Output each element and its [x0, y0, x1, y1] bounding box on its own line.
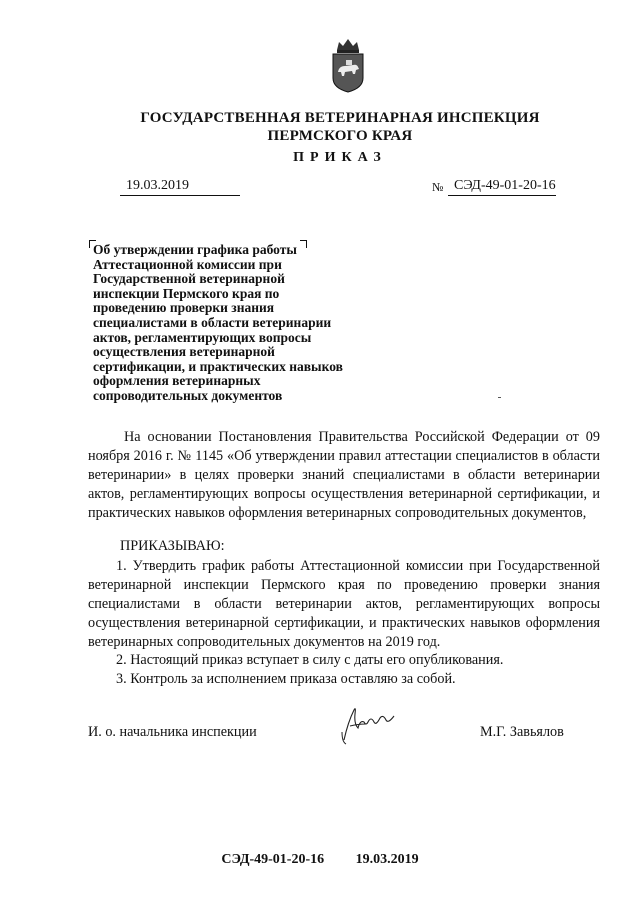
- perm-krai-coat-of-arms-icon: [327, 36, 369, 94]
- order-word: ПРИКАЗЫВАЮ:: [120, 538, 225, 554]
- order-subject: Об утверждении графика работы Аттестационной комиссии при Государственной ветеринарной инспекции Пермского края по проведению проверки знания специалистами в области ветеринарии актов, регламентирующих вопросы осуществления ветеринарной сертификации, и практических навыков оформления ветеринарных сопроводительных документов: [93, 242, 343, 403]
- footer-number: СЭД-49-01-20-16: [221, 852, 325, 867]
- footer-date: 19.03.2019: [355, 852, 419, 867]
- organization-name-line1: ГОСУДАРСТВЕННАЯ ВЕТЕРИНАРНАЯ ИНСПЕКЦИЯ: [140, 110, 540, 126]
- organization-name-line2: ПЕРМСКОГО КРАЯ: [267, 128, 413, 144]
- order-date: 19.03.2019: [126, 178, 189, 193]
- order-number: СЭД-49-01-20-16: [454, 178, 556, 193]
- preamble-paragraph: На основании Постановления Правительства Российской Федерации от 09 ноября 2016 г. № 1145 «Об утверждении правил аттестации специалистов в области ветеринарии» в целях проверки знаний специалистами в области ветеринарии актов, регламентирующих вопросы осуществления ветеринарной сертификации, и практических навыков оформления ветеринарных сопроводительных документов,: [88, 429, 600, 521]
- document-type: ПРИКАЗ: [293, 150, 387, 165]
- handwritten-signature-icon: [338, 702, 408, 746]
- order-item-1: 1. Утвердить график работы Аттестационной комиссии при Государственной ветеринарной инспекции Пермского края по проведению проверки знания специалистами в области ветеринарии актов, регламентирующих вопросы осуществления ветеринарной сертификации, и практических навыков оформления ветеринарных сопроводительных документов на 2019 год.: [88, 558, 600, 650]
- date-underline: [120, 195, 240, 196]
- order-item-3: 3. Контроль за исполнением приказа оставляю за собой.: [116, 671, 456, 687]
- signer-title: И. о. начальника инспекции: [88, 724, 257, 740]
- number-underline: [448, 195, 556, 196]
- order-item-2: 2. Настоящий приказ вступает в силу с даты его опубликования.: [116, 652, 504, 668]
- order-number-prefix: №: [432, 180, 444, 194]
- signer-name: М.Г. Завьялов: [480, 724, 564, 740]
- scan-mark: [498, 397, 501, 398]
- footer-stamp: [0, 852, 640, 868]
